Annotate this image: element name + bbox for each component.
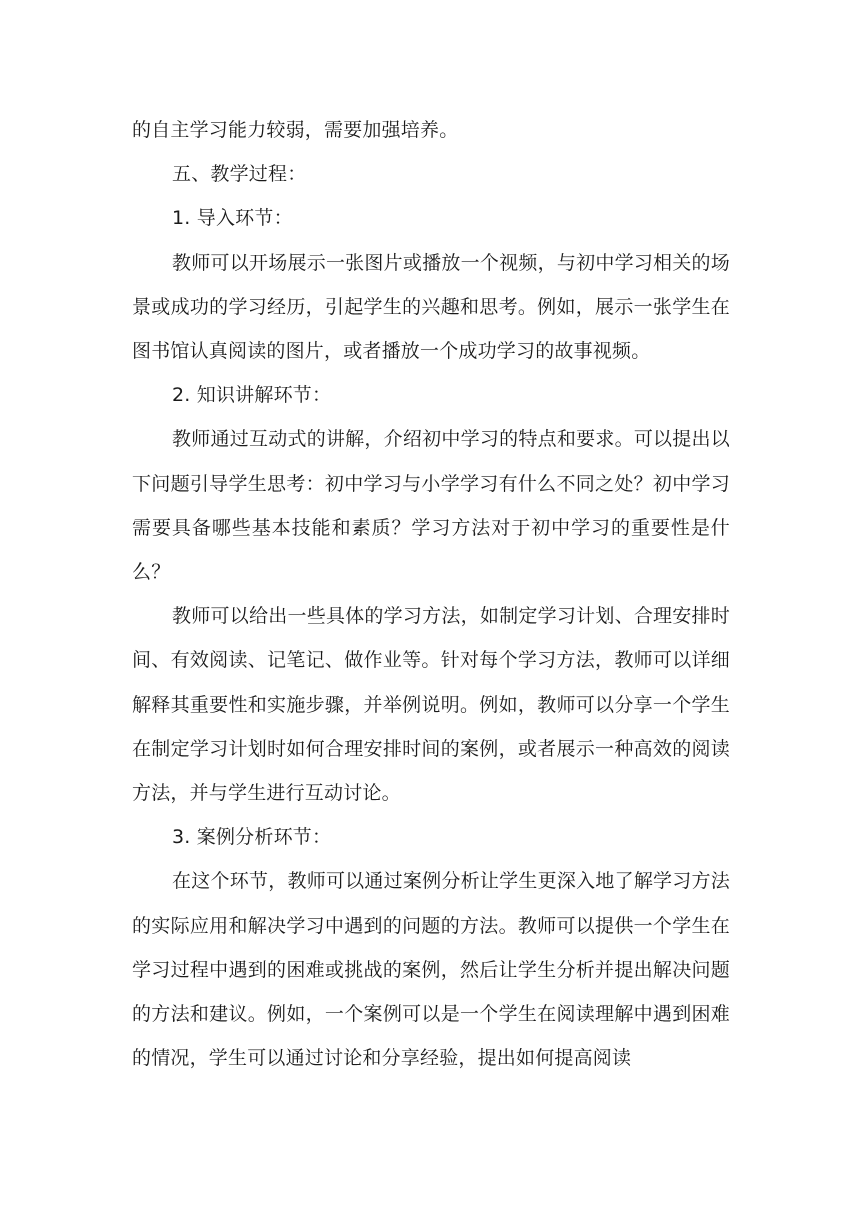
- subheading-knowledge-explanation: 2. 知识讲解环节：: [172, 384, 332, 407]
- paragraph-learning-methods: 教师可以给出一些具体的学习方法，如制定学习计划、合理安排时间、有效阅读、记笔记、做作业等。针对每个学习方法，教师可以详细解释其重要性和实施步骤，并举例说明。例如，教师可以分享一个学生在制定学习计划时如何合理安排时间的案例，或者展示一种高效的阅读方法，并与学生进行互动讨论。: [132, 605, 730, 805]
- paragraph-knowledge-explanation: 教师通过互动式的讲解，介绍初中学习的特点和要求。可以提出以下问题引导学生思考：初中学习与小学学习有什么不同之处？初中学习需要具备哪些基本技能和素质？学习方法对于初中学习的重要性是什么？: [132, 428, 730, 584]
- document-body: [132, 108, 730, 1080]
- subheading-introduction: 1. 导入环节：: [172, 207, 293, 230]
- subheading-case-analysis: 3. 案例分析环节：: [172, 826, 332, 849]
- paragraph-case-analysis: 在这个环节，教师可以通过案例分析让学生更深入地了解学习方法的实际应用和解决学习中遇到的问题的方法。教师可以提供一个学生在学习过程中遇到的困难或挑战的案例，然后让学生分析并提出解决问题的方法和建议。例如，一个案例可以是一个学生在阅读理解中遇到困难的情况，学生可以通过讨论和分享经验，提出如何提高阅读: [132, 870, 730, 1070]
- paragraph-introduction: 教师可以开场展示一张图片或播放一个视频，与初中学习相关的场景或成功的学习经历，引起学生的兴趣和思考。例如，展示一张学生在图书馆认真阅读的图片，或者播放一个成功学习的故事视频。: [132, 251, 730, 363]
- section-heading-teaching-process: 五、教学过程：: [172, 163, 307, 186]
- paragraph-continuation: 的自主学习能力较弱，需要加强培养。: [132, 119, 459, 141]
